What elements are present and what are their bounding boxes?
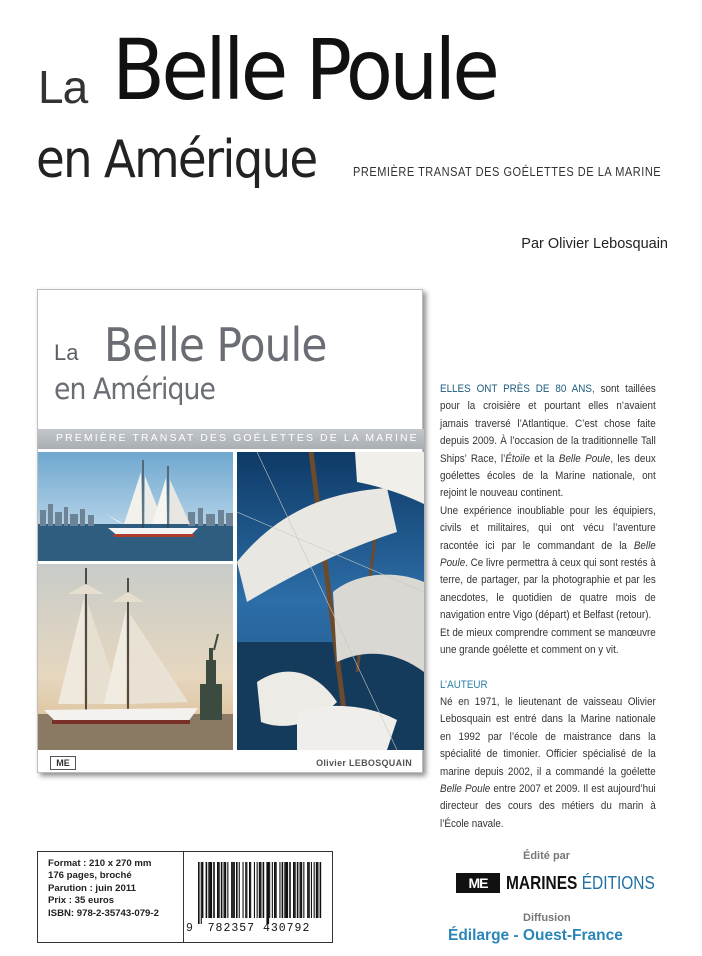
- barcode-bar: [208, 862, 209, 918]
- info-format: Format : 210 x 270 mm: [48, 858, 152, 869]
- barcode-bar: [297, 862, 299, 918]
- barcode-bar: [236, 862, 238, 918]
- barcode-bar: [213, 862, 215, 918]
- barcode-bar: [259, 862, 261, 918]
- barcode-bar: [311, 862, 312, 918]
- description-paragraph-1: ELLES ONT PRÈS DE 80 ANS, sont taillées pour la croisière et pourtant elles n’avaient jamais traversé l’Atlantique. C’est chose faite depuis 2009. À l’occasion de la traditionnelle Tall Ships’ Race, l’Étoile et la Belle Poule, les deux goélettes écoles de la Marine nationale, ont rejoint le nouveau continent.: [440, 383, 656, 500]
- subtitle: PREMIÈRE TRANSAT DES GOÉLETTES DE LA MARINE: [353, 165, 662, 179]
- cover-author: Olivier LEBOSQUAIN: [316, 758, 412, 768]
- barcode-bar: [308, 862, 310, 918]
- barcode-bar: [263, 862, 265, 918]
- cover-title: Belle Poule: [104, 318, 327, 372]
- barcode-bar: [246, 862, 247, 918]
- barcode-bar: [243, 862, 244, 918]
- title-main: Belle Poule: [112, 21, 497, 119]
- barcode-bar: [300, 862, 301, 918]
- barcode-bar: [211, 862, 212, 918]
- barcode-bar: [279, 862, 280, 918]
- barcode-bar: [266, 862, 268, 924]
- cover-photo-grid: [38, 452, 424, 750]
- author-byline: Par Olivier Lebosquain: [521, 236, 668, 252]
- barcode-bar: [260, 862, 261, 918]
- cover-subtitle: PREMIÈRE TRANSAT DES GOÉLETTES DE LA MARINE: [56, 432, 419, 444]
- cover-publisher-logo: ME: [50, 756, 76, 770]
- diffusion-label: Diffusion: [523, 912, 571, 924]
- edited-by-label: Édité par: [523, 850, 571, 862]
- info-parution: Parution : juin 2011: [48, 882, 136, 894]
- barcode-bar: [316, 862, 318, 918]
- barcode-bar: [272, 862, 273, 918]
- publisher-logo: ME: [456, 873, 500, 893]
- barcode-bar: [227, 862, 228, 918]
- barcode-bar: [301, 862, 303, 918]
- book-description: [440, 381, 656, 833]
- barcode-bar: [284, 862, 285, 918]
- barcode-bar: [282, 862, 284, 918]
- barcode-bar: [217, 862, 219, 918]
- author-bio: Né en 1971, le lieutenant de vaisseau Olivier Lebosquain est entré dans la Marine nationale en 1992 par l’école de maistrance dans la spécialité de timonier. Officier spécialisé de la marine depuis 2002, il a commandé la goélette Belle Poule entre 2007 et 2009. Il est aujourd’hui directeur des cours des métiers du marin à l’École navale.: [440, 695, 656, 830]
- barcode-bar: [257, 862, 258, 918]
- barcode-bar: [198, 862, 200, 924]
- cover-photo-liberty-schooner: [38, 564, 233, 750]
- barcode-bar: [254, 862, 255, 918]
- barcode-bar: [307, 862, 308, 918]
- barcode-bar: [303, 862, 304, 918]
- barcode-bar: [239, 862, 240, 918]
- barcode-bar: [285, 862, 287, 918]
- barcode-bar: [234, 862, 235, 918]
- barcode-bar: [314, 862, 315, 918]
- book-cover: [37, 289, 423, 773]
- barcode-bar: [287, 862, 288, 918]
- barcode-digits: 782357 430792: [207, 922, 311, 935]
- barcode-bar: [225, 862, 227, 918]
- cover-photo-skyline-schooner: [38, 452, 233, 561]
- barcode-bar: [293, 862, 295, 918]
- cover-photo-sails: [237, 452, 424, 750]
- barcode-bar: [295, 862, 296, 918]
- barcode-bar: [231, 862, 232, 918]
- barcode-bar: [268, 862, 269, 924]
- info-isbn: ISBN: 978-2-35743-079-2: [48, 907, 159, 919]
- description-paragraph-2: Une expérience inoubliable pour les équipiers, civils et militaires, qui ont vécu l’aventure racontée ici par le commandant de la Belle Poule. Ce livre permettra à ceux qui sont restés à terre, de partager, par la photographie et par les anecdotes, le quotidien de quatre mois de navigation entre Vigo (départ) et Belfast (retour).: [440, 504, 656, 622]
- barcode: [183, 851, 333, 943]
- cover-title-line2: en Amérique: [54, 372, 215, 406]
- info-price: Prix : 35 euros: [48, 895, 115, 907]
- barcode-bar: [269, 862, 270, 918]
- cover-title-la: La: [54, 340, 79, 365]
- barcode-bar: [209, 862, 211, 918]
- barcode-bar: [276, 862, 277, 918]
- barcode-bar: [232, 862, 234, 918]
- barcode-bar: [289, 862, 291, 918]
- barcode-bar: [317, 862, 318, 918]
- barcode-bar: [250, 862, 251, 918]
- barcode-bar: [274, 862, 276, 918]
- author-heading: L’AUTEUR: [440, 678, 488, 691]
- book-info-box: [37, 851, 183, 943]
- barcode-bar: [320, 862, 322, 918]
- info-pages: 176 pages, broché: [48, 870, 132, 882]
- description-paragraph-3: Et de mieux comprendre comment se manœuvre une grande goélette et comment on y vit.: [440, 626, 656, 657]
- barcode-lead-digit: 9: [186, 922, 193, 935]
- description-lead: ELLES ONT PRÈS DE 80 ANS,: [440, 383, 595, 395]
- barcode-bar: [206, 862, 208, 918]
- barcode-bar: [219, 862, 220, 918]
- title-la: La: [38, 61, 88, 113]
- barcode-bar: [202, 862, 204, 918]
- distributor-name: Édilarge - Ouest-France: [448, 927, 623, 944]
- title-line2: en Amérique: [36, 130, 317, 190]
- barcode-bar: [245, 862, 246, 918]
- publisher-name: MARINES ÉDITIONS: [506, 873, 655, 893]
- barcode-bar: [249, 862, 250, 918]
- barcode-bar: [201, 862, 202, 924]
- barcode-bars: [198, 862, 322, 924]
- barcode-bar: [224, 862, 225, 918]
- barcode-bar: [221, 862, 223, 918]
